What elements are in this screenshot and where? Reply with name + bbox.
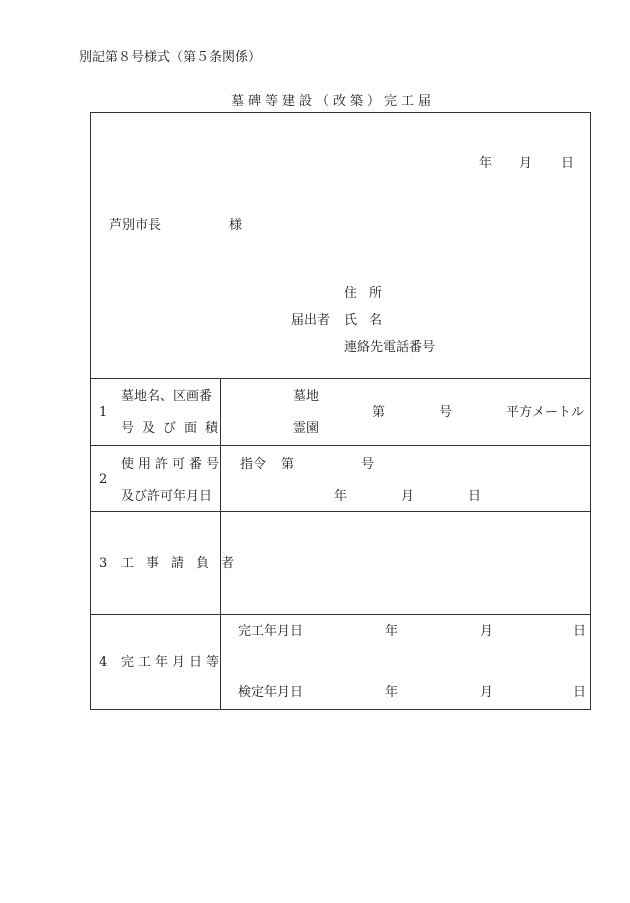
row-2-year: 年 <box>334 489 348 504</box>
inspection-year: 年 <box>385 685 399 700</box>
completion-year: 年 <box>385 624 399 639</box>
phone-label: 連絡先電話番号 <box>344 340 436 355</box>
completion-day: 日 <box>573 624 587 639</box>
inspection-month: 月 <box>480 685 494 700</box>
cemetery-label: 墓地 <box>293 389 320 404</box>
row-2-day: 日 <box>468 489 482 504</box>
completion-month: 月 <box>480 624 494 639</box>
row-2-label-line2: 及び許可年月日 <box>121 489 213 504</box>
form-title: 墓碑等建設（改築）完工届 <box>231 94 436 109</box>
row-2-number: 2 <box>99 472 108 487</box>
reien-label: 霊園 <box>293 421 320 436</box>
row-4-label: 完工年月日等 <box>121 655 224 670</box>
date-day-label: 日 <box>561 156 575 171</box>
row-1-dai: 第 <box>372 405 386 420</box>
name-label: 氏名 <box>344 313 395 328</box>
date-month-label: 月 <box>519 156 533 171</box>
inspection-day: 日 <box>573 685 587 700</box>
row-3-label: 工事請負者 <box>121 556 247 571</box>
row-1-label-line1: 墓地名、区画番 <box>121 389 213 404</box>
row-2-month: 月 <box>401 489 415 504</box>
row-3-number: 3 <box>99 556 108 571</box>
date-year-label: 年 <box>479 156 493 171</box>
row-2-label-line1: 使用許可番号 <box>121 457 224 472</box>
address-label: 住所 <box>344 286 395 301</box>
divider-row3 <box>90 614 591 615</box>
form-number-label: 別記第８号様式（第５条関係） <box>79 50 262 65</box>
row-2-go: 号 <box>361 457 375 472</box>
divider-header <box>90 378 591 379</box>
row-2-dai: 第 <box>281 457 295 472</box>
row-1-number: 1 <box>99 405 108 420</box>
row-1-label-line2: 号及び面積 <box>121 421 227 436</box>
completion-date-label: 完工年月日 <box>238 624 304 639</box>
divider-row1 <box>90 445 591 446</box>
submitter-label: 届出者 <box>291 313 331 328</box>
honorific: 様 <box>229 218 243 233</box>
row-1-go: 号 <box>439 405 453 420</box>
addressee: 芦別市長 <box>109 218 162 233</box>
shirei-label: 指令 <box>240 457 267 472</box>
inspection-date-label: 検定年月日 <box>238 685 304 700</box>
row-4-number: 4 <box>99 655 108 670</box>
area-unit-label: 平方メートル <box>506 405 585 420</box>
divider-row2 <box>90 511 591 512</box>
